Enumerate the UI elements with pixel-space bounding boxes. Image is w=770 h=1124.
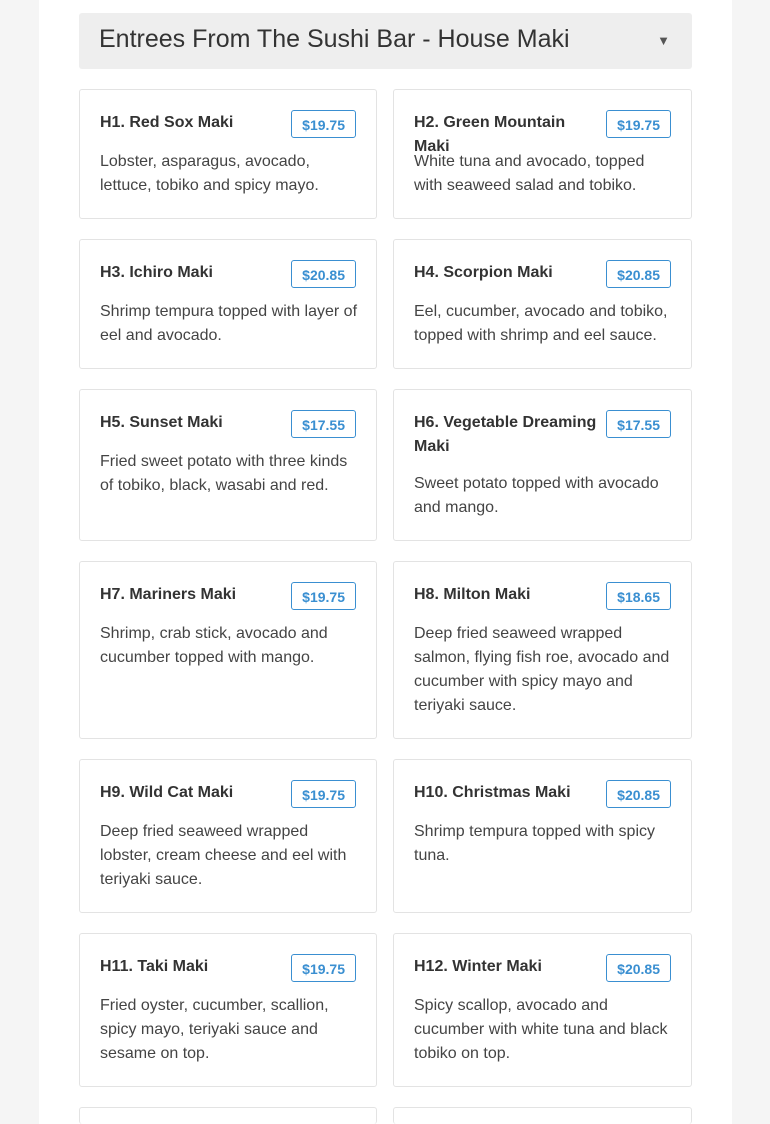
price-button[interactable]: $19.75 (291, 582, 356, 610)
menu-item-card[interactable] (393, 1107, 692, 1124)
item-name: H9. Wild Cat Maki (100, 784, 234, 801)
item-name: H1. Red Sox Maki (100, 114, 234, 131)
item-name: H8. Milton Maki (414, 586, 531, 603)
section-title: Entrees From The Sushi Bar - House Maki (99, 25, 570, 53)
item-name: H10. Christmas Maki (414, 784, 571, 801)
item-description: Sweet potato topped with avocado and mango. (414, 475, 659, 516)
item-description: Eel, cucumber, avocado and tobiko, topped with shrimp and eel sauce. (414, 303, 668, 344)
menu-item-card[interactable] (79, 759, 377, 913)
item-description: Deep fried seaweed wrapped salmon, flying fish roe, avocado and cucumber with spicy mayo and teriyaki sauce. (414, 625, 670, 714)
menu-item-card[interactable] (393, 933, 692, 1087)
price-button[interactable]: $19.75 (606, 110, 671, 138)
item-description: Shrimp tempura topped with layer of eel and avocado. (100, 303, 358, 344)
price-button[interactable]: $20.85 (606, 260, 671, 288)
menu-item-card[interactable] (79, 1107, 377, 1124)
menu-item-card[interactable] (79, 933, 377, 1087)
item-name: H5. Sunset Maki (100, 414, 223, 431)
price-button[interactable]: $17.55 (291, 410, 356, 438)
item-description: Fried oyster, cucumber, scallion, spicy mayo, teriyaki sauce and sesame on top. (100, 997, 329, 1062)
menu-item-card[interactable] (79, 89, 377, 219)
menu-item-card[interactable] (393, 389, 692, 541)
section-header[interactable] (79, 13, 692, 69)
item-description: Fried sweet potato with three kinds of tobiko, black, wasabi and red. (100, 453, 348, 494)
menu-item-card[interactable] (393, 561, 692, 739)
item-name: H12. Winter Maki (414, 958, 542, 975)
item-name: H3. Ichiro Maki (100, 264, 213, 281)
price-button[interactable]: $20.85 (291, 260, 356, 288)
item-name: H2. Green Mountain Maki (414, 114, 566, 155)
item-name: H11. Taki Maki (100, 958, 209, 975)
menu-item-card[interactable] (393, 759, 692, 913)
menu-item-card[interactable] (79, 389, 377, 541)
price-button[interactable]: $20.85 (606, 780, 671, 808)
price-button[interactable]: $19.75 (291, 110, 356, 138)
item-description: Shrimp tempura topped with spicy tuna. (414, 823, 655, 864)
chevron-down-icon[interactable]: ▼ (657, 33, 670, 48)
item-description: Deep fried seaweed wrapped lobster, cream cheese and eel with teriyaki sauce. (100, 823, 347, 888)
price-button[interactable]: $17.55 (606, 410, 671, 438)
menu-item-card[interactable] (79, 239, 377, 369)
item-name: H4. Scorpion Maki (414, 264, 553, 281)
price-button[interactable]: $18.65 (606, 582, 671, 610)
menu-item-card[interactable] (393, 89, 692, 219)
menu-item-card[interactable] (393, 239, 692, 369)
item-description: Spicy scallop, avocado and cucumber with white tuna and black tobiko on top. (414, 997, 668, 1062)
price-button[interactable]: $19.75 (291, 780, 356, 808)
item-description: White tuna and avocado, topped with seaweed salad and tobiko. (414, 153, 645, 194)
price-button[interactable]: $20.85 (606, 954, 671, 982)
item-description: Shrimp, crab stick, avocado and cucumber topped with mango. (100, 625, 328, 666)
item-description: Lobster, asparagus, avocado, lettuce, tobiko and spicy mayo. (100, 153, 319, 194)
price-button[interactable]: $19.75 (291, 954, 356, 982)
menu-item-card[interactable] (79, 561, 377, 739)
item-name: H7. Mariners Maki (100, 586, 237, 603)
item-name: H6. Vegetable Dreaming Maki (414, 414, 597, 455)
